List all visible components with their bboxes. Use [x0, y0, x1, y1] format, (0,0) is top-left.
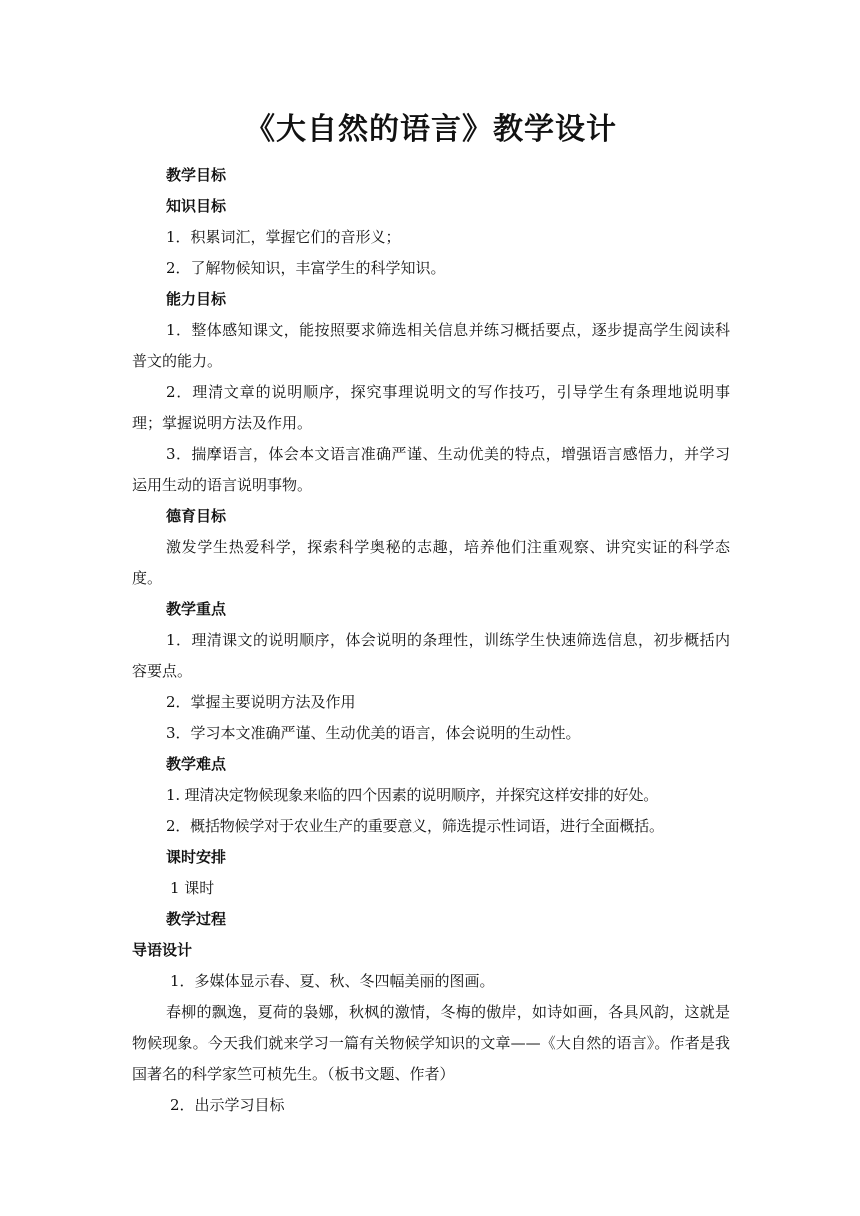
knowledge-item: 2．了解物候知识，丰富学生的科学知识。	[166, 259, 446, 277]
document-title: 《大自然的语言》教学设计	[245, 112, 617, 147]
heading-intro-design: 导语设计	[132, 941, 193, 959]
ability-item: 3．揣摩语言，体会本文语言准确严谨、生动优美的特点，增强语言感悟力，并学习运用生动的语言说明事物。	[132, 445, 730, 494]
intro-item: 1．多媒体显示春、夏、秋、冬四幅美丽的图画。	[170, 972, 495, 990]
key-item: 2．掌握主要说明方法及作用	[166, 693, 356, 711]
heading-key-points: 教学重点	[166, 600, 227, 618]
ability-item: 2．理清文章的说明顺序，探究事理说明文的写作技巧，引导学生有条理地说明事理；掌握说明方法及作用。	[132, 383, 730, 432]
difficult-item: 2．概括物候学对于农业生产的重要意义，筛选提示性词语，进行全面概括。	[166, 817, 664, 835]
heading-process: 教学过程	[166, 910, 227, 928]
heading-knowledge-goals: 知识目标	[166, 197, 227, 215]
key-item: 3．学习本文准确严谨、生动优美的语言，体会说明的生动性。	[166, 724, 581, 742]
key-item: 1．理清课文的说明顺序，体会说明的条理性，训练学生快速筛选信息，初步概括内容要点。	[132, 631, 730, 680]
knowledge-item: 1．积累词汇，掌握它们的音形义；	[166, 228, 401, 246]
intro-item: 2．出示学习目标	[170, 1096, 285, 1114]
heading-teaching-goals: 教学目标	[166, 166, 227, 184]
difficult-item: 1. 理清决定物候现象来临的四个因素的说明顺序，并探究这样安排的好处。	[166, 786, 659, 804]
schedule-text: 1 课时	[170, 879, 215, 897]
ability-item: 1．整体感知课文，能按照要求筛选相关信息并练习概括要点，逐步提高学生阅读科普文的能力。	[132, 321, 730, 370]
document-body	[132, 108, 730, 1121]
intro-item: 春柳的飘逸，夏荷的袅娜，秋枫的激情，冬梅的傲岸，如诗如画，各具风韵，这就是物候现象。今天我们就来学习一篇有关物候学知识的文章——《大自然的语言》。作者是我国著名的科学家竺可桢先生。（板书文题、作者）	[132, 1003, 730, 1083]
heading-schedule: 课时安排	[166, 848, 227, 866]
heading-ability-goals: 能力目标	[166, 290, 227, 308]
moral-text: 激发学生热爱科学，探索科学奥秘的志趣，培养他们注重观察、讲究实证的科学态度。	[132, 538, 730, 587]
heading-difficult-points: 教学难点	[166, 755, 227, 773]
heading-moral-goals: 德育目标	[166, 507, 227, 525]
